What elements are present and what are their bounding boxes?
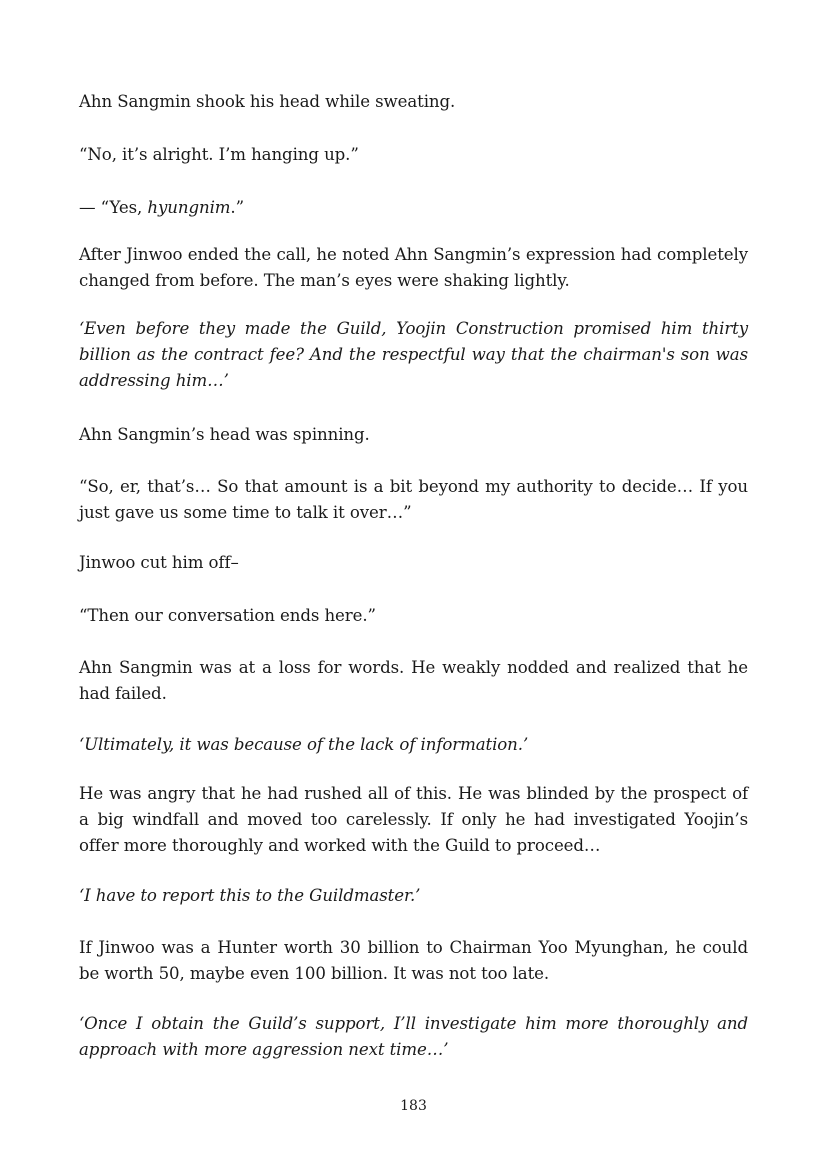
paragraph-inner-thought: ‘I have to report this to the Guildmaster.’ bbox=[79, 886, 421, 905]
paragraph-inner-thought: ‘Once I obtain the Guild’s support, I’ll investigate him more thoroughly and approach with more aggression next time…’ bbox=[79, 1014, 748, 1059]
paragraph-narration: After Jinwoo ended the call, he noted Ahn Sangmin’s expression had completely changed from before. The man’s eyes were shaking lightly. bbox=[79, 245, 748, 290]
paragraph-narration: He was angry that he had rushed all of this. He was blinded by the prospect of a big windfall and moved too carelessly. If only he had investigated Yoojin’s offer more thoroughly and worked with the Guild to proceed… bbox=[79, 784, 748, 855]
dialogue-prefix: — “Yes, bbox=[79, 198, 148, 217]
paragraph-inner-thought: ‘Even before they made the Guild, Yoojin Construction promised him thirty billion as the contract fee? And the respectful way that the chairman's son was addressing him…’ bbox=[79, 319, 748, 390]
paragraph-dialogue: “So, er, that’s… So that amount is a bit beyond my authority to decide… If you just gave us some time to talk it over…” bbox=[79, 477, 748, 522]
paragraph-narration: Jinwoo cut him off– bbox=[79, 553, 239, 572]
dialogue-emphasis: hyungnim bbox=[147, 198, 231, 217]
paragraph-inner-thought: ‘Ultimately, it was because of the lack of information.’ bbox=[79, 735, 529, 754]
paragraph-narration: Ahn Sangmin shook his head while sweating. bbox=[79, 92, 456, 111]
paragraph-dialogue: “Then our conversation ends here.” bbox=[79, 606, 376, 625]
paragraph-dialogue: “No, it’s alright. I’m hanging up.” bbox=[79, 145, 359, 164]
paragraph-narration: Ahn Sangmin was at a loss for words. He weakly nodded and realized that he had failed. bbox=[79, 658, 748, 703]
paragraph-phone-dialogue bbox=[79, 195, 748, 221]
page-number: 183 bbox=[400, 1098, 427, 1114]
dialogue-suffix: .” bbox=[230, 198, 244, 217]
paragraph-narration: Ahn Sangmin’s head was spinning. bbox=[79, 425, 370, 444]
paragraph-narration: If Jinwoo was a Hunter worth 30 billion to Chairman Yoo Myunghan, he could be worth 50, maybe even 100 billion. It was not too late. bbox=[79, 938, 748, 983]
